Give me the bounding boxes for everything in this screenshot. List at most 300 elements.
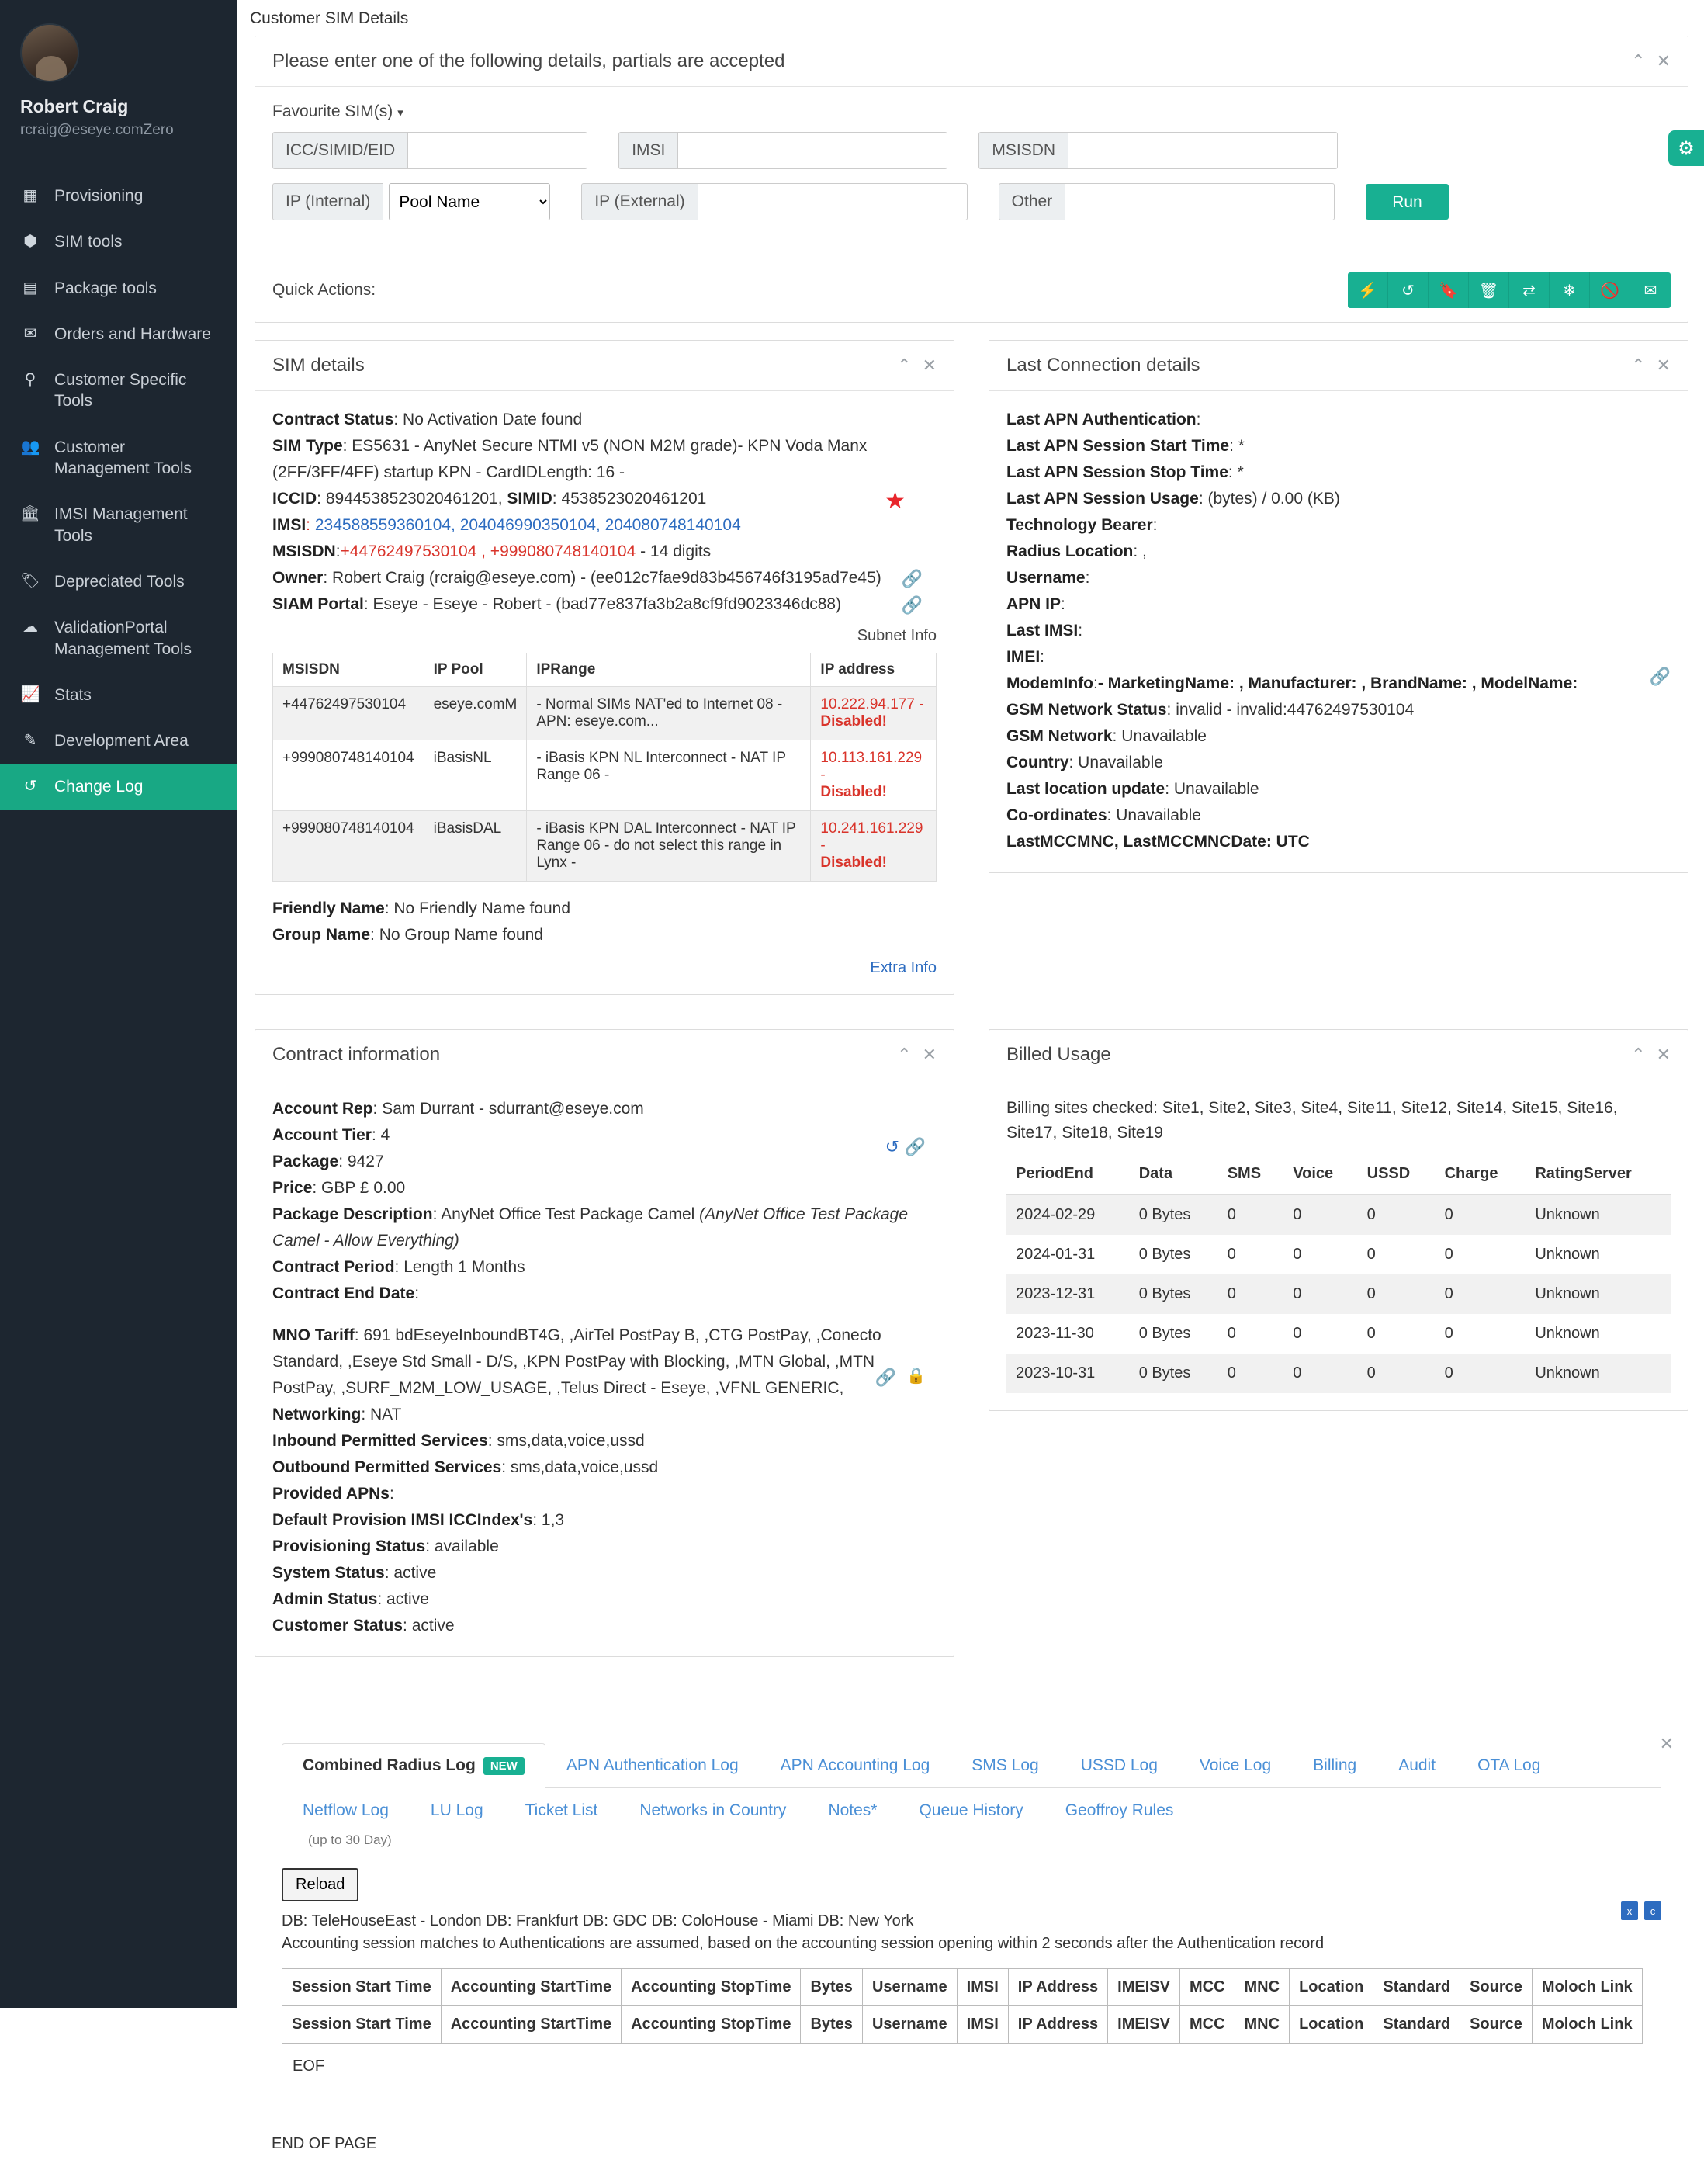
account-rep-row: Account Rep: Sam Durrant - sdurrant@eseye.com bbox=[272, 1100, 644, 1118]
field-label: Last IMSI bbox=[1006, 622, 1079, 640]
contract-status-row: Contract Status: No Activation Date found bbox=[272, 411, 583, 428]
bookmark-icon[interactable]: 🔖 bbox=[1429, 272, 1469, 308]
sidebar-item-depreciated-tools[interactable] bbox=[0, 559, 237, 605]
collapse-icon[interactable]: ⌃ bbox=[1631, 1045, 1646, 1065]
cell-data: 0 Bytes bbox=[1130, 1194, 1218, 1235]
col-session-start-time: Session Start Time bbox=[282, 2006, 442, 2044]
col-imsi: IMSI bbox=[957, 1969, 1008, 2006]
field-label: Account Tier bbox=[272, 1126, 372, 1145]
col-data: Data bbox=[1130, 1154, 1218, 1194]
cell-msisdn: +999080748140104 bbox=[273, 740, 424, 811]
tab-billing[interactable]: Billing bbox=[1313, 1756, 1357, 1775]
search-card-body bbox=[255, 87, 1688, 251]
tab-sms-log[interactable]: SMS Log bbox=[971, 1756, 1039, 1775]
col-ip-address: IP Address bbox=[1008, 2006, 1107, 2044]
tab-subnote: (up to 30 Day) bbox=[308, 1832, 392, 1848]
field-value: - MarketingName: , Manufacturer: , BrandName: , ModelName: bbox=[1097, 674, 1578, 693]
technology-bearer-row: Technology Bearer: bbox=[1006, 516, 1158, 535]
trash-icon[interactable]: 🗑 bbox=[1469, 272, 1509, 308]
sidebar-item-label: SIM tools bbox=[54, 233, 123, 251]
billed-usage-table bbox=[1006, 1154, 1671, 1393]
field-value: sms,data,voice,ussd bbox=[497, 1432, 645, 1451]
billed-usage-header bbox=[989, 1030, 1688, 1080]
close-icon[interactable]: ✕ bbox=[1656, 355, 1671, 375]
tab-audit[interactable]: Audit bbox=[1398, 1756, 1436, 1775]
ip-value: 10.113.161.229 - bbox=[820, 750, 923, 784]
field-label: Technology Bearer bbox=[1006, 516, 1153, 535]
col-accounting-stoptime: Accounting StopTime bbox=[622, 1969, 801, 2006]
imei-row: IMEI: bbox=[1006, 648, 1045, 667]
cell-sms: 0 bbox=[1218, 1274, 1284, 1314]
col-username: Username bbox=[862, 2006, 957, 2044]
sidebar-item-label: Depreciated Tools bbox=[54, 572, 185, 591]
session-start-row: Last APN Session Start Time: * bbox=[1006, 437, 1245, 456]
system-status-row: System Status: active bbox=[272, 1564, 437, 1583]
cell-voice: 0 bbox=[1293, 1246, 1302, 1264]
sidebar-item-validationportal-management-tools[interactable] bbox=[0, 605, 237, 672]
col-charge: Charge bbox=[1436, 1154, 1526, 1194]
field-label: System Status bbox=[272, 1564, 385, 1583]
msisdn-field-label: MSISDN bbox=[978, 132, 1068, 169]
col-bytes: Bytes bbox=[801, 1969, 862, 2006]
contract-status-value: No Activation Date found bbox=[403, 411, 583, 428]
inbound-services-row: Inbound Permitted Services: sms,data,voice,ussd bbox=[272, 1432, 645, 1451]
sidebar-item-label: Customer Management Tools bbox=[54, 438, 192, 478]
logs-panel bbox=[255, 1856, 1688, 2099]
history-icon[interactable]: ↺ bbox=[885, 1137, 899, 1157]
sidebar-item-customer-management-tools[interactable] bbox=[0, 425, 237, 492]
group-name-value: No Group Name found bbox=[379, 926, 543, 945]
group-name-label: Group Name bbox=[272, 926, 371, 945]
field-value: active bbox=[411, 1617, 455, 1635]
logs-tabs-wrapper bbox=[255, 1721, 1688, 1856]
favourite-sims-dropdown[interactable] bbox=[272, 102, 1671, 121]
cell-periodend: 2024-01-31 bbox=[1016, 1246, 1096, 1264]
field-value: * bbox=[1237, 463, 1244, 482]
owner-row: Owner: Robert Craig (rcraig@eseye.com) - (ee012c7fae9d83b456746f3195ad7e45) 🔗 bbox=[272, 565, 937, 591]
collapse-icon[interactable]: ⌃ bbox=[1631, 355, 1646, 375]
field-label: Price bbox=[272, 1179, 313, 1198]
last-imsi-row: Last IMSI: bbox=[1006, 622, 1083, 640]
cell-ratingserver: Unknown bbox=[1535, 1246, 1600, 1264]
chevron-down-icon: ▾ bbox=[397, 106, 403, 120]
sidebar-nav bbox=[0, 173, 237, 810]
field-value: invalid - invalid:44762497530104 bbox=[1176, 701, 1415, 719]
profile-block bbox=[0, 0, 237, 159]
imsi-label: IMSI bbox=[272, 516, 307, 535]
tab-ticket-list[interactable]: Ticket List bbox=[525, 1801, 598, 1820]
sim-type-value: ES5631 - AnyNet Secure NTMI v5 (NON M2M grade)- KPN Voda Manx (2FF/3FF/4FF) startup KPN - CardIDLength: 16 - bbox=[272, 437, 868, 482]
ip-external-input[interactable] bbox=[698, 183, 968, 220]
field-label: Last APN Session Stop Time bbox=[1006, 463, 1228, 482]
table-header-row bbox=[282, 1969, 1643, 2006]
sidebar-item-label: Orders and Hardware bbox=[54, 324, 211, 343]
contract-end-row: Contract End Date: bbox=[272, 1284, 420, 1303]
session-stop-row: Last APN Session Stop Time: * bbox=[1006, 463, 1244, 482]
col-moloch-link: Moloch Link bbox=[1532, 2006, 1642, 2044]
cell-data: 0 Bytes bbox=[1138, 1325, 1191, 1343]
last-apn-auth-row: Last APN Authentication: bbox=[1006, 411, 1201, 428]
contract-information-tools bbox=[897, 1045, 937, 1065]
bolt-icon[interactable]: ⚡ bbox=[1348, 272, 1388, 308]
friendly-name-label: Friendly Name bbox=[272, 900, 385, 918]
cell-ussd: 0 bbox=[1358, 1194, 1436, 1235]
tag-icon: 🏷 bbox=[20, 572, 40, 590]
package-description-row: Package Description: AnyNet Office Test Package Camel (AnyNet Office Test Package Camel - Allow Everything) bbox=[272, 1205, 909, 1250]
msisdn-value: +44762497530104 , +999080748140104 bbox=[340, 543, 636, 561]
history-icon[interactable]: ↺ bbox=[1388, 272, 1429, 308]
field-value: NAT bbox=[370, 1406, 402, 1424]
cell-voice: 0 bbox=[1283, 1274, 1357, 1314]
tab-netflow-log[interactable]: Netflow Log bbox=[303, 1801, 389, 1820]
sidebar-item-provisioning[interactable] bbox=[0, 173, 237, 219]
tab-queue-history[interactable]: Queue History bbox=[919, 1801, 1023, 1820]
table-header-row bbox=[273, 653, 937, 687]
cell-iprange: - iBasis KPN DAL Interconnect - NAT IP Range 06 - do not select this range in Lynx - bbox=[527, 811, 811, 882]
cell-data: 0 Bytes bbox=[1130, 1274, 1218, 1314]
siam-value: Eseye - Eseye - Robert - (bad77e837fa3b2a8cf9fd9023346dc88) bbox=[372, 595, 842, 614]
col-mnc: MNC bbox=[1235, 1969, 1290, 2006]
imsi-value: 234588559360104, 204046990350104, 204080748140104 bbox=[314, 516, 741, 535]
quick-actions-label: Quick Actions: bbox=[272, 281, 376, 299]
table-row bbox=[1006, 1314, 1671, 1354]
field-value: sms,data,voice,ussd bbox=[510, 1458, 659, 1477]
sidebar-item-label: Customer Specific Tools bbox=[54, 371, 187, 411]
customer-status-row: Customer Status: active bbox=[272, 1617, 455, 1635]
field-value-italic: (AnyNet Office Test Package Camel - Allow Everything) bbox=[272, 1205, 909, 1250]
close-icon[interactable]: ✕ bbox=[1656, 51, 1671, 71]
cell-ussd: 0 bbox=[1366, 1325, 1376, 1343]
field-label: Contract End Date bbox=[272, 1284, 415, 1303]
sidebar-item-label: ValidationPortal Management Tools bbox=[54, 619, 192, 658]
sim-details-card bbox=[255, 340, 954, 995]
cell-periodend: 2024-02-29 bbox=[1006, 1194, 1130, 1235]
siam-row: SIAM Portal: Eseye - Eseye - Robert - (bad77e837fa3b2a8cf9fd9023346dc88) 🔗 bbox=[272, 591, 937, 618]
simid-value: 4538523020461201 bbox=[561, 490, 707, 508]
col-msisdn: MSISDN bbox=[273, 653, 424, 687]
field-label: ModemInfo bbox=[1006, 674, 1093, 693]
cell-voice: 0 bbox=[1293, 1325, 1302, 1343]
col-ip-address: IP Address bbox=[1008, 1969, 1107, 2006]
last-location-row: Last location update: Unavailable bbox=[1006, 780, 1259, 799]
cell-iprange: - Normal SIMs NAT'ed to Internet 08 - APN: eseye.com... bbox=[527, 687, 811, 740]
table-row bbox=[273, 811, 937, 882]
cell-ratingserver: Unknown bbox=[1535, 1325, 1600, 1343]
field-label: Outbound Permitted Services bbox=[272, 1458, 502, 1477]
tab-geoffroy-rules[interactable]: Geoffroy Rules bbox=[1065, 1801, 1174, 1820]
imsi-input[interactable] bbox=[677, 132, 947, 169]
field-value: active bbox=[393, 1564, 437, 1583]
msisdn-input[interactable] bbox=[1068, 132, 1338, 169]
tab-ota-log[interactable]: OTA Log bbox=[1477, 1756, 1541, 1775]
simid-label: SIMID bbox=[507, 490, 552, 508]
last-connection-title: Last Connection details bbox=[1006, 355, 1200, 376]
provided-apns-row: Provided APNs: bbox=[272, 1485, 394, 1503]
billed-usage-body bbox=[989, 1080, 1688, 1410]
cell-ratingserver: Unknown bbox=[1526, 1194, 1671, 1235]
field-label: Default Provision IMSI ICCIndex's bbox=[272, 1511, 533, 1530]
field-value: * bbox=[1238, 437, 1245, 456]
col-accounting-starttime: Accounting StartTime bbox=[441, 2006, 621, 2044]
ip-state: Disabled! bbox=[820, 713, 887, 730]
sim-details-body bbox=[255, 391, 954, 994]
field-value: 1,3 bbox=[541, 1511, 565, 1530]
field-label: Country bbox=[1006, 754, 1069, 772]
tab-notes[interactable]: Notes* bbox=[828, 1801, 878, 1820]
icc-field bbox=[272, 132, 587, 169]
field-label: Provided APNs bbox=[272, 1485, 390, 1503]
link-icon[interactable]: 🔗 bbox=[901, 569, 923, 589]
tab-lu-log[interactable]: LU Log bbox=[430, 1801, 483, 1820]
mail-icon: ✉ bbox=[23, 324, 37, 342]
sidebar-item-imsi-management-tools[interactable] bbox=[0, 491, 237, 559]
cloud-icon: ☁ bbox=[23, 619, 38, 636]
subnet-info-label: Subnet Info bbox=[857, 627, 937, 645]
col-mnc: MNC bbox=[1235, 2006, 1290, 2044]
subnet-table bbox=[272, 653, 937, 882]
tab-apn-accounting-log[interactable]: APN Accounting Log bbox=[780, 1756, 930, 1775]
sidebar-item-label: Stats bbox=[54, 685, 92, 704]
sidebar-item-label: Change Log bbox=[54, 778, 144, 796]
cell-charge: 0 bbox=[1436, 1274, 1526, 1314]
field-label: Co-ordinates bbox=[1006, 806, 1107, 825]
cell-sms: 0 bbox=[1218, 1194, 1284, 1235]
cell-sms: 0 bbox=[1227, 1246, 1236, 1264]
field-label: Last location update bbox=[1006, 780, 1165, 799]
col-standard: Standard bbox=[1373, 2006, 1460, 2044]
sidebar-item-label: IMSI Management Tools bbox=[54, 505, 188, 545]
col-ipaddress: IP address bbox=[811, 653, 937, 687]
cell-ussd: 0 bbox=[1366, 1246, 1376, 1264]
export-excel-icon[interactable]: x bbox=[1621, 1901, 1638, 1920]
other-input[interactable] bbox=[1065, 183, 1335, 220]
field-value: active bbox=[386, 1590, 429, 1609]
billed-usage-card bbox=[989, 1029, 1688, 1411]
sidebar-item-sim-tools[interactable] bbox=[0, 219, 237, 265]
cell-charge: 0 bbox=[1436, 1354, 1526, 1393]
block-icon[interactable]: 🚫 bbox=[1590, 272, 1630, 308]
export-csv-icon[interactable]: c bbox=[1644, 1901, 1661, 1920]
last-connection-body bbox=[989, 391, 1688, 872]
search-row-2 bbox=[272, 183, 1671, 220]
default-provision-row: Default Provision IMSI ICCIndex's: 1,3 bbox=[272, 1511, 565, 1530]
icc-input[interactable] bbox=[407, 132, 587, 169]
cell-ratingserver: Unknown bbox=[1526, 1354, 1671, 1393]
db-line: DB: TeleHouseEast - London DB: Frankfurt DB: GDC DB: ColoHouse - Miami DB: New York bbox=[282, 1912, 914, 1930]
sim-type-label: SIM Type bbox=[272, 437, 343, 456]
tab-networks-in-country[interactable]: Networks in Country bbox=[639, 1801, 787, 1820]
search-card bbox=[255, 36, 1688, 323]
link-icon[interactable]: 🔗 bbox=[901, 595, 923, 615]
ip-external-field-label: IP (External) bbox=[581, 183, 697, 220]
billed-usage-tools bbox=[1631, 1045, 1671, 1065]
provisioning-status-row: Provisioning Status: available bbox=[272, 1537, 499, 1556]
details-grid bbox=[255, 340, 1688, 1674]
link-icon[interactable]: 🔗 bbox=[904, 1137, 926, 1157]
price-row: Price: GBP £ 0.00 bbox=[272, 1179, 406, 1198]
run-button[interactable]: Run bbox=[1366, 184, 1449, 220]
settings-gear-icon[interactable]: ⚙ bbox=[1668, 130, 1704, 166]
search-row-1 bbox=[272, 132, 1671, 169]
collapse-icon[interactable]: ⌃ bbox=[897, 355, 912, 375]
tab-label: Combined Radius Log bbox=[303, 1756, 476, 1775]
field-value: , bbox=[1142, 543, 1147, 561]
sidebar-item-package-tools[interactable] bbox=[0, 265, 237, 311]
tab-voice-log[interactable]: Voice Log bbox=[1199, 1756, 1272, 1775]
cell-ipaddress bbox=[811, 687, 937, 740]
sidebar-item-stats[interactable] bbox=[0, 672, 237, 718]
username-row: Username: bbox=[1006, 569, 1090, 588]
cell-msisdn: +44762497530104 bbox=[273, 687, 424, 740]
sidebar-item-customer-specific-tools[interactable] bbox=[0, 357, 237, 425]
sidebar-item-change-log[interactable] bbox=[0, 764, 237, 809]
sim-details-header bbox=[255, 341, 954, 391]
sim-names-block bbox=[272, 896, 937, 948]
collapse-icon[interactable]: ⌃ bbox=[1631, 51, 1646, 71]
logs-card bbox=[255, 1721, 1688, 2099]
link-icon[interactable]: 🔗 bbox=[1649, 667, 1671, 686]
search-card-header bbox=[255, 36, 1688, 87]
col-accounting-stoptime: Accounting StopTime bbox=[622, 2006, 801, 2044]
mail-icon[interactable]: ✉ bbox=[1630, 272, 1671, 308]
close-icon[interactable]: ✕ bbox=[922, 355, 937, 375]
globe-icon[interactable]: ❄ bbox=[1550, 272, 1590, 308]
lastmccmnc-row bbox=[1006, 829, 1671, 855]
lock-icon[interactable]: 🔒 bbox=[906, 1368, 926, 1385]
field-label: Inbound Permitted Services bbox=[272, 1432, 488, 1451]
logs-tabrow-secondary bbox=[282, 1788, 1661, 1832]
transfer-icon[interactable]: ⇄ bbox=[1509, 272, 1550, 308]
table-row bbox=[1006, 1194, 1671, 1235]
field-value: 4 bbox=[380, 1126, 390, 1145]
col-source: Source bbox=[1460, 1969, 1533, 2006]
contract-information-body bbox=[255, 1080, 954, 1656]
table-row bbox=[273, 687, 937, 740]
tab-combined-radius-log[interactable] bbox=[282, 1743, 545, 1788]
field-value: Unavailable bbox=[1121, 727, 1207, 746]
close-icon[interactable]: ✕ bbox=[1659, 1734, 1674, 1754]
field-label: GSM Network Status bbox=[1006, 701, 1167, 719]
cell-charge: 0 bbox=[1436, 1194, 1526, 1235]
cell-ippool: iBasisNL bbox=[424, 740, 527, 811]
profile-name: Robert Craig bbox=[20, 96, 129, 116]
col-imeisv: IMEISV bbox=[1108, 1969, 1180, 2006]
chart-icon: 📈 bbox=[20, 685, 40, 703]
table-row bbox=[273, 740, 937, 811]
cell-ipaddress bbox=[811, 811, 937, 882]
cell-ipaddress bbox=[811, 740, 937, 811]
extra-info-link[interactable]: Extra Info bbox=[870, 959, 937, 977]
cell-periodend: 2023-11-30 bbox=[1016, 1325, 1094, 1343]
apn-ip-row: APN IP: bbox=[1006, 595, 1065, 614]
ip-internal-field bbox=[272, 183, 550, 220]
favourite-star-icon[interactable]: ★ bbox=[885, 488, 906, 515]
field-label: GSM Network bbox=[1006, 727, 1113, 746]
networking-row: Networking: NAT bbox=[272, 1406, 402, 1424]
friendly-name-row: Friendly Name: No Friendly Name found bbox=[272, 900, 570, 918]
col-standard: Standard bbox=[1373, 1969, 1460, 2006]
reload-button[interactable]: Reload bbox=[282, 1868, 358, 1901]
tab-apn-authentication-log[interactable]: APN Authentication Log bbox=[566, 1756, 739, 1775]
avatar bbox=[20, 23, 79, 82]
iccid-value: 8944538523020461201 bbox=[325, 490, 498, 508]
cell-periodend: 2023-10-31 bbox=[1006, 1354, 1130, 1393]
sim-details-title: SIM details bbox=[272, 355, 365, 376]
pencil-icon: ✎ bbox=[23, 732, 37, 750]
field-value: Length 1 Months bbox=[403, 1258, 525, 1277]
wrench-icon: ⚲ bbox=[24, 371, 36, 389]
coordinates-row: Co-ordinates: Unavailable bbox=[1006, 806, 1201, 825]
col-username: Username bbox=[862, 1969, 957, 2006]
account-tier-row: Account Tier: 4 bbox=[272, 1126, 390, 1145]
field-value: 9427 bbox=[347, 1153, 384, 1171]
col-accounting-starttime: Accounting StartTime bbox=[441, 1969, 621, 2006]
iccid-row: ICCID: 8944538523020461201, SIMID: 4538523020461201 ★ bbox=[272, 486, 937, 512]
last-connection-header bbox=[989, 341, 1688, 391]
other-field bbox=[999, 183, 1335, 220]
group-name-row: Group Name: No Group Name found bbox=[272, 926, 543, 945]
link-icon[interactable]: 🔗 bbox=[875, 1368, 896, 1388]
gsm-network-row: GSM Network: Unavailable bbox=[1006, 727, 1207, 746]
contract-fields bbox=[272, 1096, 937, 1639]
cell-ippool: eseye.comM bbox=[424, 687, 527, 740]
table-row bbox=[1006, 1235, 1671, 1274]
imsi-field bbox=[618, 132, 947, 169]
sidebar-item-orders-hardware[interactable] bbox=[0, 311, 237, 357]
table-footer-row bbox=[282, 2006, 1643, 2044]
field-label: Radius Location bbox=[1006, 543, 1134, 561]
cell-voice: 0 bbox=[1283, 1194, 1357, 1235]
field-value: 691 bdEseyeInboundBT4G, ,AirTel PostPay B, ,CTG PostPay, ,Conecto Standard, ,Eseye Std Small - D/S, ,KPN PostPay with Blocking, ,MTN Global, ,MTN PostPay, ,SURF_M2M_LOW_USAGE, ,Telus Direct - Eseye, ,VFNL GENERIC, bbox=[272, 1326, 881, 1398]
tab-ussd-log[interactable]: USSD Log bbox=[1080, 1756, 1158, 1775]
col-bytes: Bytes bbox=[801, 2006, 862, 2044]
col-sms: SMS bbox=[1218, 1154, 1284, 1194]
contract-information-header bbox=[255, 1030, 954, 1080]
close-icon[interactable]: ✕ bbox=[922, 1045, 937, 1065]
col-ippool: IP Pool bbox=[424, 653, 527, 687]
field-label: Networking bbox=[272, 1406, 362, 1424]
quick-actions-group bbox=[1348, 272, 1671, 308]
sidebar-item-development-area[interactable] bbox=[0, 718, 237, 764]
field-label: Package bbox=[272, 1153, 339, 1171]
ip-state: Disabled! bbox=[820, 855, 887, 872]
msisdn-field bbox=[978, 132, 1338, 169]
field-value: Unavailable bbox=[1116, 806, 1201, 825]
main-content bbox=[237, 0, 1704, 2184]
gsm-status-row: GSM Network Status: invalid - invalid:44762497530104 bbox=[1006, 701, 1415, 719]
cell-voice: 0 bbox=[1283, 1354, 1357, 1393]
quick-actions-row bbox=[255, 258, 1688, 322]
package-row: Package: 9427 bbox=[272, 1153, 384, 1171]
col-ratingserver: RatingServer bbox=[1526, 1154, 1671, 1194]
last-connection-fields bbox=[1006, 407, 1671, 855]
profile-email: rcraig@eseye.comZero bbox=[20, 122, 174, 138]
col-moloch-link: Moloch Link bbox=[1532, 1969, 1642, 2006]
pool-name-select[interactable] bbox=[389, 183, 550, 220]
shield-icon: ⬢ bbox=[23, 233, 37, 251]
field-value: GBP £ 0.00 bbox=[321, 1179, 406, 1198]
collapse-icon[interactable]: ⌃ bbox=[897, 1045, 912, 1065]
logs-tabrow-primary bbox=[282, 1743, 1661, 1788]
sidebar bbox=[0, 0, 237, 2008]
mno-tariff-row: MNO Tariff: 691 bdEseyeInboundBT4G, ,AirTel PostPay B, ,CTG PostPay, ,Conecto Standard, ,Eseye Std Small - D/S, ,KPN PostPay with Blocking, ,MTN Global, ,MTN PostPay, ,SURF_M2M_LOW_USAGE, ,Telus Direct - Eseye, ,VFNL GENERIC, bbox=[272, 1326, 881, 1398]
field-value: available bbox=[434, 1537, 499, 1556]
table-row bbox=[1006, 1274, 1671, 1314]
close-icon[interactable]: ✕ bbox=[1656, 1045, 1671, 1065]
cell-data: 0 Bytes bbox=[1130, 1354, 1218, 1393]
history-icon: ↺ bbox=[23, 778, 37, 796]
col-session-start-time: Session Start Time bbox=[282, 1969, 442, 2006]
